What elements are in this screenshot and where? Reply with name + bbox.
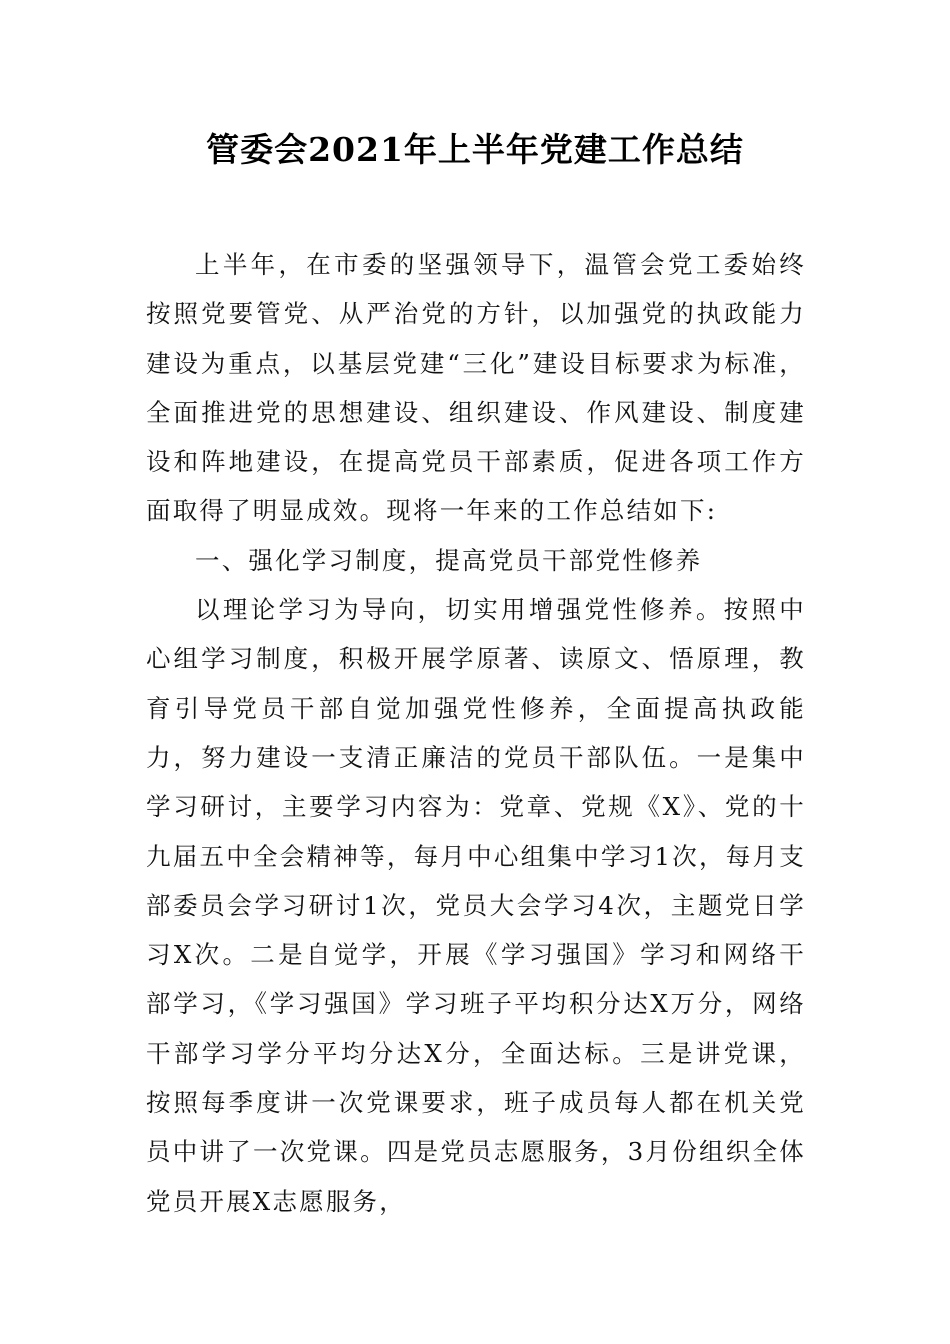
document-title: 管委会2021年上半年党建工作总结 — [206, 130, 744, 169]
section-heading-1: 一、强化学习制度，提高党员干部党性修养 — [195, 545, 703, 575]
paragraph-section-1: 以理论学习为导向，切实用增强党性修养。按照中心组学习制度，积极开展学原著、读原文、悟原理，教育引导党员干部自觉加强党性修养，全面提高执政能力，努力建设一支清正廉洁的党员干部队伍。一是集中学习研讨，主要学习内容为：党章、党规《X》、党的十九届五中全会精神等，每月中心组集中学习1次，每月支部委员会学习研讨1次，党员大会学习4次，主题党日学习X次。二是自觉学，开展《学习强国》学习和网络干部学习，《学习强国》学习班子平均积分达X万分，网络干部学习学分平均分达X分，全面达标。三是讲党课，按照每季度讲一次党课要求，班子成员每人都在机关党员中讲了一次党课。四是党员志愿服务，3月份组织全体党员开展X志愿服务， — [146, 595, 806, 1216]
paragraph-intro: 上半年，在市委的坚强领导下，温管会党工委始终按照党要管党、从严治党的方针，以加强党的执政能力建设为重点，以基层党建“三化”建设目标要求为标准，全面推进党的思想建设、组织建设、作风建设、制度建设和阵地建设，在提高党员干部素质，促进各项工作方面取得了明显成效。现将一年来的工作总结如下: — [146, 250, 806, 526]
document-body — [146, 240, 806, 1226]
